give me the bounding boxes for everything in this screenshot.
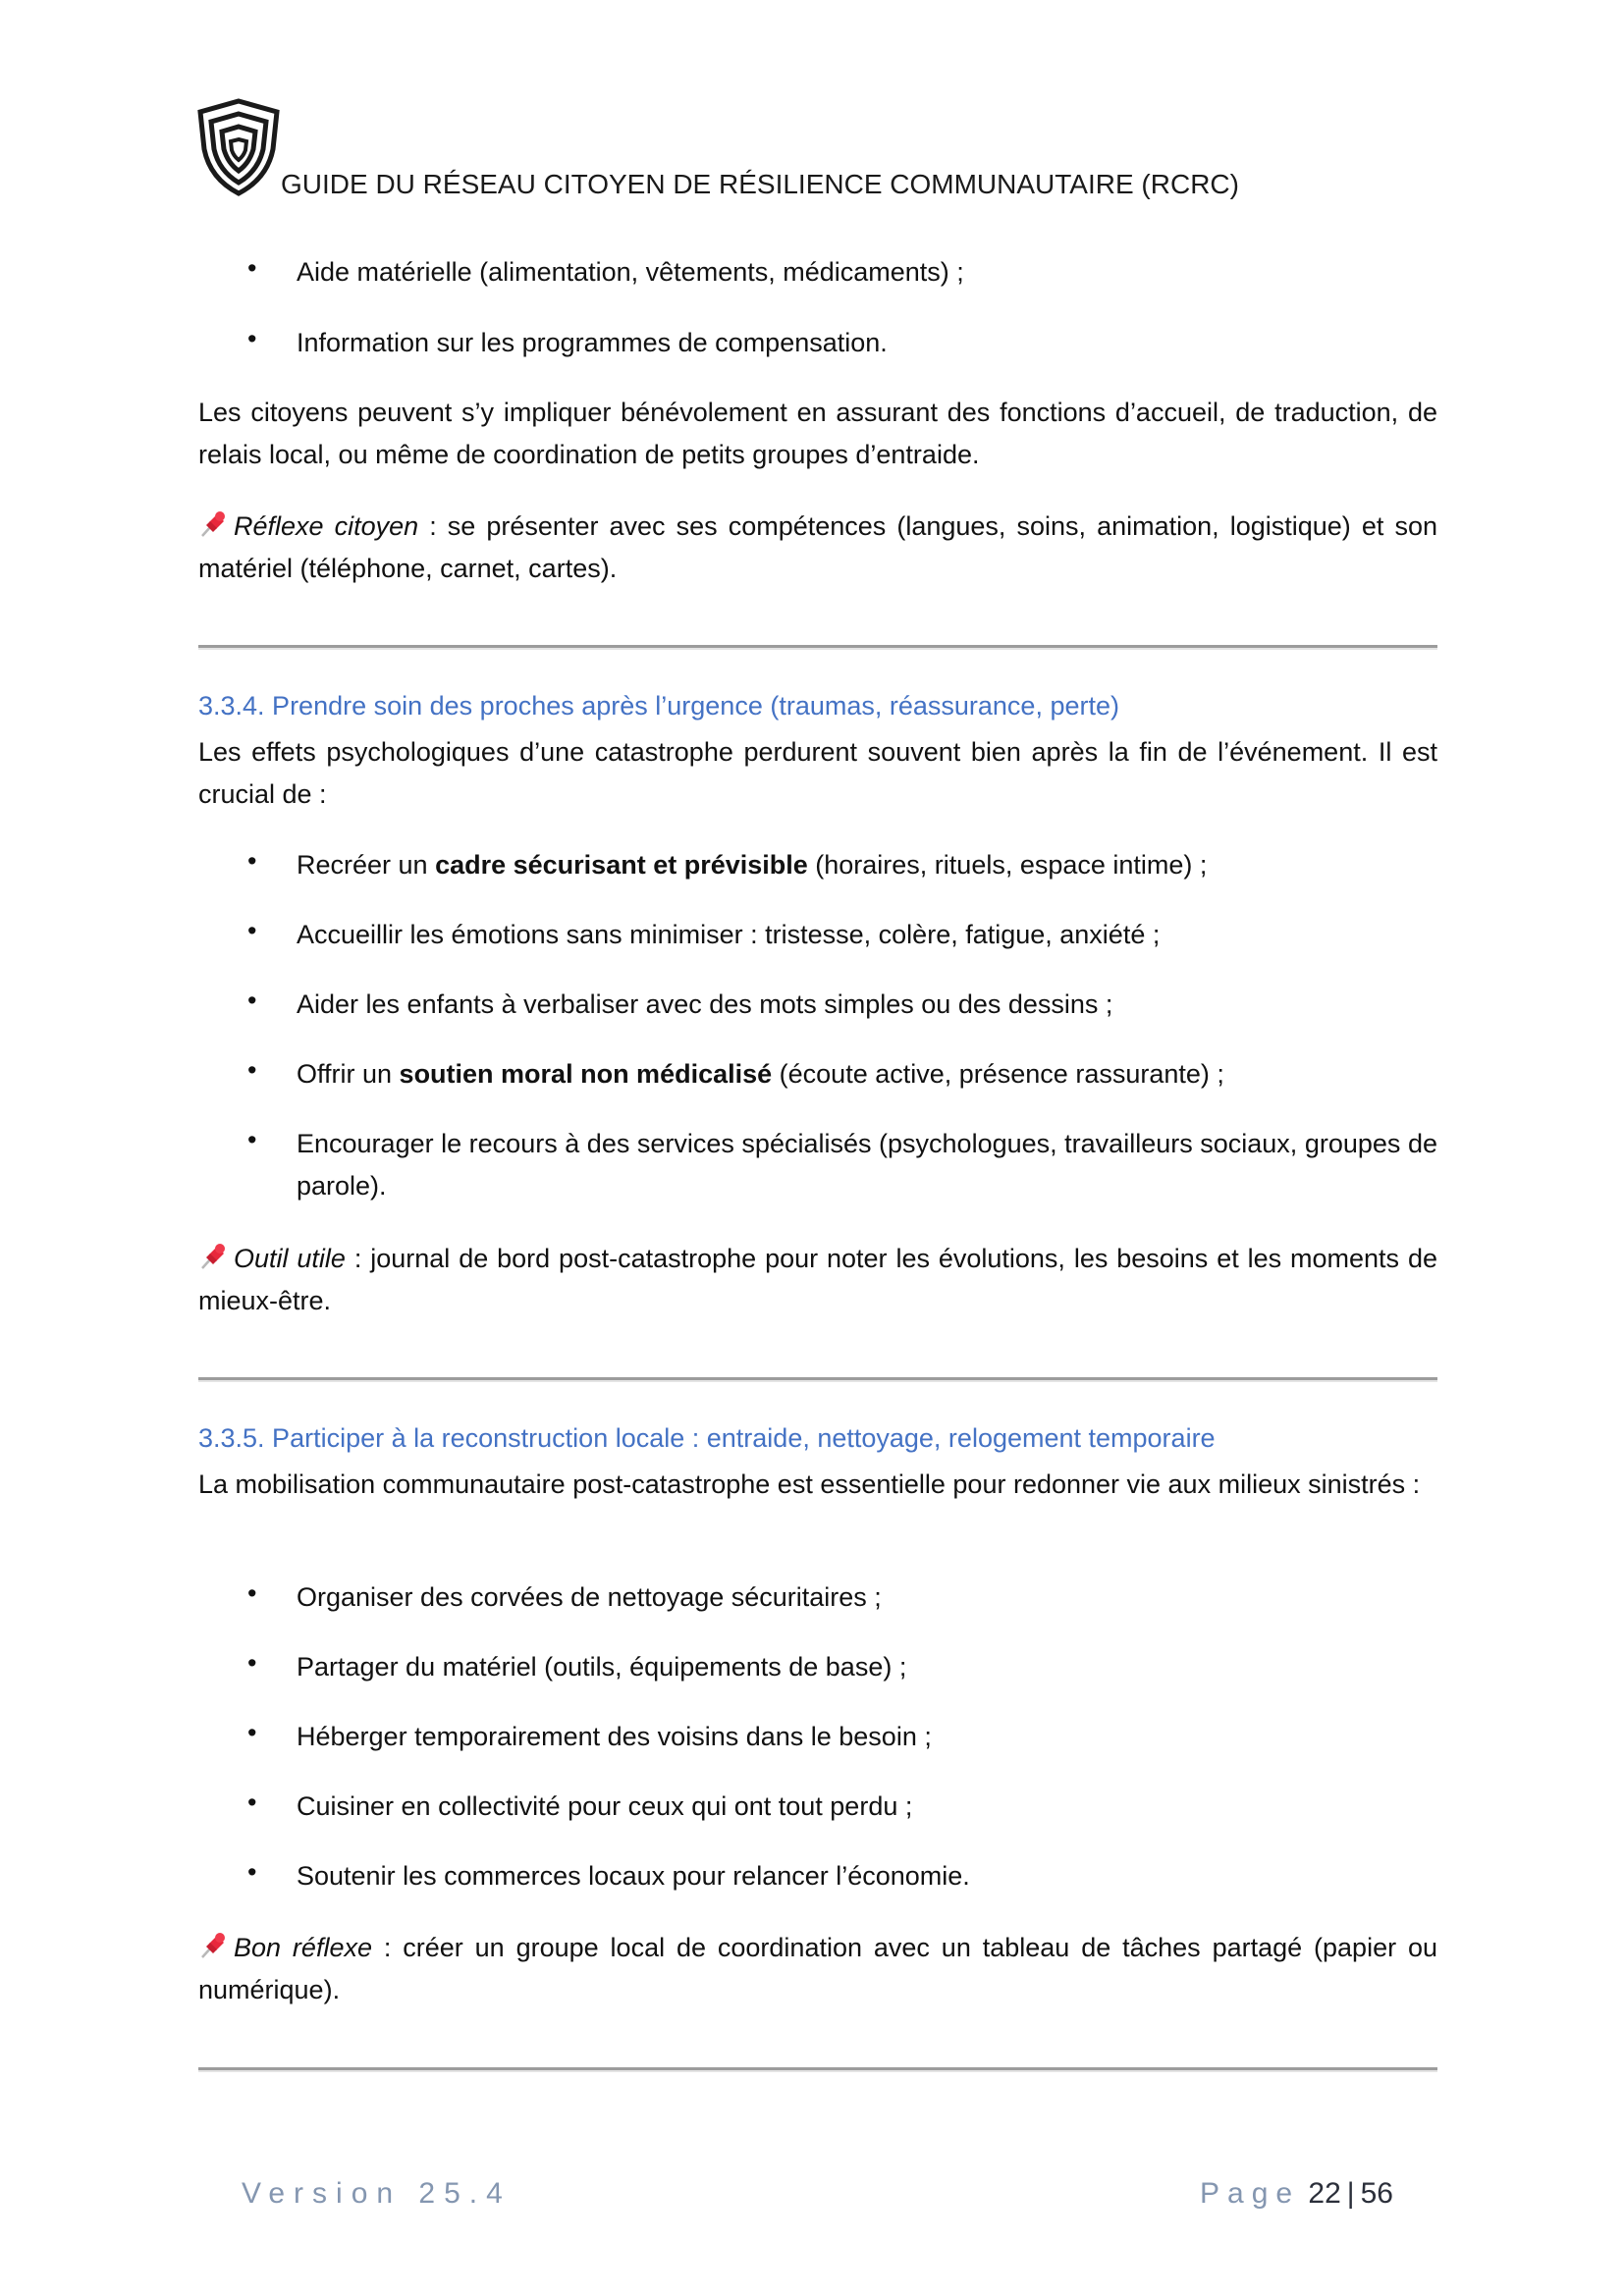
bullet-icon: • bbox=[247, 846, 257, 876]
pushpin-icon bbox=[198, 1931, 228, 1960]
section-divider bbox=[198, 645, 1437, 650]
bullet-icon: • bbox=[247, 1788, 257, 1817]
page-current: 22 bbox=[1308, 2177, 1341, 2210]
bullet-icon: • bbox=[247, 916, 257, 945]
bullet-icon: • bbox=[247, 324, 257, 353]
section-heading-3-3-4: 3.3.4. Prendre soin des proches après l’urgence (traumas, réassurance, perte) bbox=[198, 691, 1119, 721]
list-item: Encourager le recours à des services spécialisés (psychologues, travailleurs sociaux, groupes de parole). bbox=[297, 1129, 1437, 1201]
paragraph: Les citoyens peuvent s’y impliquer bénévolement en assurant des fonctions d’accueil, de traduction, de relais local, ou même de coordination de petits groupes d’entraide. bbox=[198, 398, 1437, 469]
tip-text: : créer un groupe local de coordination avec un tableau de tâches partagé (papier ou numérique). bbox=[198, 1933, 1437, 2004]
list-item: Soutenir les commerces locaux pour relancer l’économie. bbox=[297, 1861, 970, 1891]
section-divider bbox=[198, 1377, 1437, 1382]
page-label: Page bbox=[1200, 2177, 1301, 2210]
list-item: Partager du matériel (outils, équipements de base) ; bbox=[297, 1652, 907, 1682]
bullet-icon: • bbox=[247, 1857, 257, 1887]
bullet-icon: • bbox=[247, 986, 257, 1015]
tip-text: : se présenter avec ses compétences (langues, soins, animation, logistique) et son matériel (téléphone, carnet, cartes). bbox=[198, 511, 1437, 583]
paragraph: La mobilisation communautaire post-catastrophe est essentielle pour redonner vie aux milieux sinistrés : bbox=[198, 1469, 1421, 1499]
list-item: Aide matérielle (alimentation, vêtements, médicaments) ; bbox=[297, 257, 964, 287]
tip-callout bbox=[198, 506, 1437, 590]
pushpin-icon bbox=[198, 509, 228, 539]
bullet-icon: • bbox=[247, 1718, 257, 1747]
tip-label: Réflexe citoyen bbox=[234, 511, 419, 541]
section-divider bbox=[198, 2067, 1437, 2072]
page-separator: | bbox=[1346, 2177, 1355, 2210]
tip-label: Bon réflexe bbox=[234, 1933, 372, 1962]
footer-page-number bbox=[1200, 2177, 1393, 2211]
document-header-title: GUIDE DU RÉSEAU CITOYEN DE RÉSILIENCE COMMUNAUTAIRE (RCRC) bbox=[281, 169, 1239, 199]
list-item: Aider les enfants à verbaliser avec des mots simples ou des dessins ; bbox=[297, 989, 1113, 1019]
bullet-icon: • bbox=[247, 1055, 257, 1085]
page-total: 56 bbox=[1360, 2177, 1393, 2210]
paragraph: Les effets psychologiques d’une catastrophe perdurent souvent bien après la fin de l’événement. Il est crucial de : bbox=[198, 737, 1437, 809]
list-item: Offrir un soutien moral non médicalisé (écoute active, présence rassurante) ; bbox=[297, 1059, 1224, 1089]
section-heading-3-3-5: 3.3.5. Participer à la reconstruction locale : entraide, nettoyage, relogement temporaire bbox=[198, 1423, 1216, 1453]
bullet-icon: • bbox=[247, 253, 257, 283]
list-item: Organiser des corvées de nettoyage sécuritaires ; bbox=[297, 1582, 882, 1612]
bullet-icon: • bbox=[247, 1648, 257, 1678]
list-item: Cuisiner en collectivité pour ceux qui ont tout perdu ; bbox=[297, 1791, 913, 1821]
list-item: Héberger temporairement des voisins dans le besoin ; bbox=[297, 1722, 932, 1751]
shield-icon bbox=[196, 98, 281, 196]
footer-version: Version 25.4 bbox=[242, 2177, 512, 2210]
tip-text: : journal de bord post-catastrophe pour noter les évolutions, les besoins et les moments de mieux-être. bbox=[198, 1244, 1437, 1315]
list-item: Information sur les programmes de compensation. bbox=[297, 328, 888, 357]
list-item: Accueillir les émotions sans minimiser : tristesse, colère, fatigue, anxiété ; bbox=[297, 920, 1161, 949]
list-item: Recréer un cadre sécurisant et prévisible (horaires, rituels, espace intime) ; bbox=[297, 850, 1208, 880]
tip-callout bbox=[198, 1927, 1437, 2011]
tip-label: Outil utile bbox=[234, 1244, 346, 1273]
bullet-icon: • bbox=[247, 1578, 257, 1608]
bullet-icon: • bbox=[247, 1125, 257, 1154]
pushpin-icon bbox=[198, 1242, 228, 1271]
tip-callout bbox=[198, 1238, 1437, 1322]
